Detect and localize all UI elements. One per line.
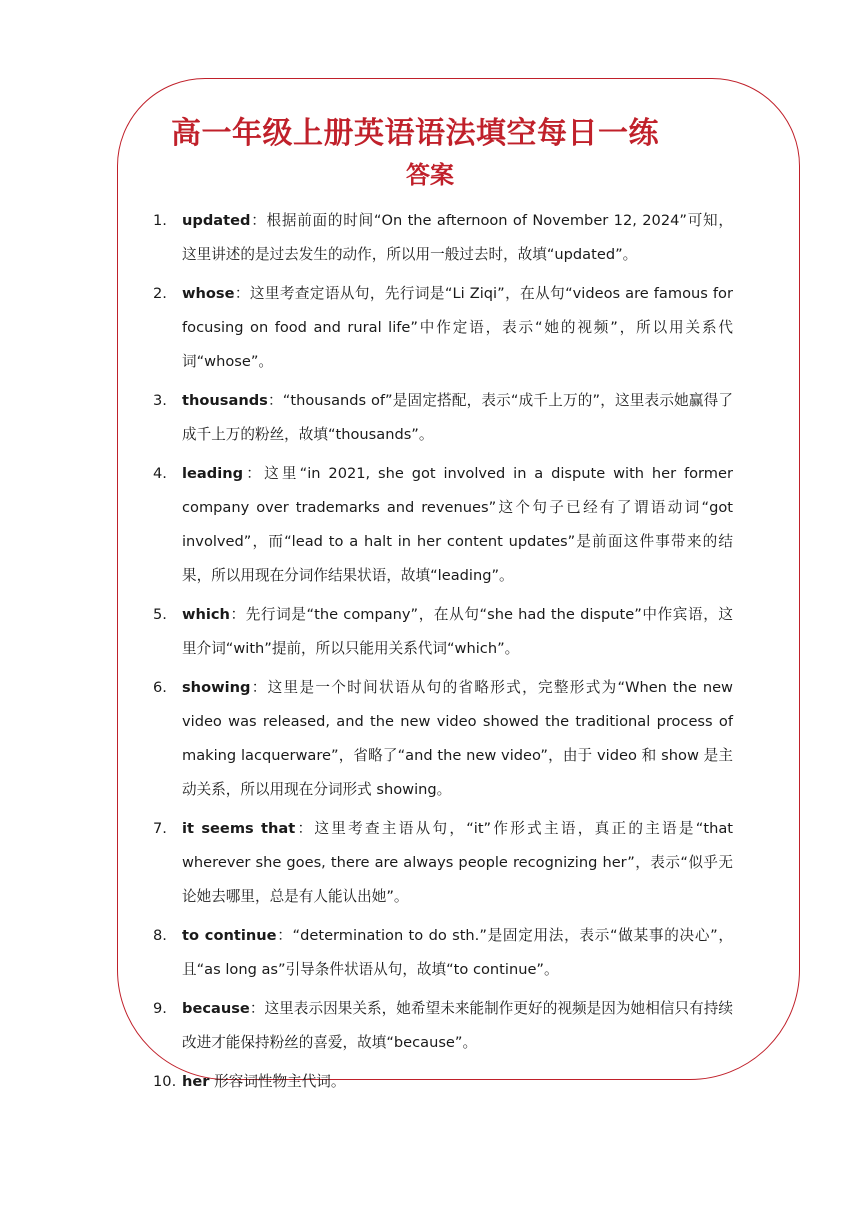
page-subtitle: 答案 [406,161,454,189]
answer-explanation: ：这里是一个时间状语从句的省略形式，完整形式为“When the new video was released, and the new video showed the traditional process of making lacquerware”，省略了“and the new video”，由于 video 和 show 是主动关系，所以用现在分词形式 showing。 [182,679,733,798]
answer-number: 6. [153,679,167,696]
answer-item-1 [153,204,733,272]
answer-item-8 [153,919,733,987]
answer-item-3 [153,384,733,452]
answer-explanation: ：这里考查主语从句，“it”作形式主语，真正的主语是“that wherever she goes, there are always people recognizing her”，表示“似乎无论她去哪里，总是有人能认出她”。 [182,820,733,905]
answer-explanation: ：这里表示因果关系，她希望未来能制作更好的视频是因为她相信只有持续改进才能保持粉丝的喜爱，故填“because”。 [182,1000,733,1051]
answer-item-2 [153,277,733,379]
answer-number: 3. [153,392,167,409]
answer-word: because [182,1000,250,1017]
answer-number: 10. [153,1073,177,1090]
answer-explanation: ：根据前面的时间“On the afternoon of November 12, 2024”可知，这里讲述的是过去发生的动作，所以用一般过去时，故填“updated”。 [182,212,733,263]
answer-item-10 [153,1065,733,1099]
answer-list [153,204,733,1104]
answer-explanation: ：这里考查定语从句，先行词是“Li Ziqi”，在从句“videos are famous for focusing on food and rural life”中作定语，表示“她的视频”，所以用关系代词“whose”。 [182,285,733,370]
answer-explanation: 形容词性物主代词。 [209,1073,346,1090]
answer-number: 9. [153,1000,167,1017]
answer-word: her [182,1073,210,1090]
page-title [0,108,860,152]
answer-word: to continue [182,927,277,944]
answer-explanation: ：“determination to do sth.”是固定用法，表示“做某事的决心”，且“as long as”引导条件状语从句，故填“to continue”。 [182,927,734,978]
answer-explanation: ：“thousands of”是固定搭配，表示“成千上万的”，这里表示她赢得了成千上万的粉丝，故填“thousands”。 [182,392,733,443]
answer-word: whose [182,285,235,302]
answer-number: 7. [153,820,167,837]
answer-number: 8. [153,927,167,944]
answer-word: thousands [182,392,268,409]
answer-explanation: ：这里“in 2021, she got involved in a dispute with her former company over trademarks and revenues”这个句子已经有了谓语动词“got involved”，而“lead to a halt in her content updates”是前面这件事带来的结果，所以用现在分词作结果状语，故填“leading”。 [182,465,733,584]
answer-explanation: ：先行词是“the company”，在从句“she had the dispute”中作宾语，这里介词“with”提前，所以只能用关系代词“which”。 [182,606,733,657]
answer-item-4 [153,457,733,593]
page-title-text: 高一年级上册英语语法填空每日一练 [171,116,659,151]
answer-number: 2. [153,285,167,302]
answer-word: which [182,606,230,623]
answer-item-6 [153,671,733,807]
answer-word: showing [182,679,251,696]
answer-item-9 [153,992,733,1060]
answer-number: 5. [153,606,167,623]
answer-number: 4. [153,465,167,482]
answer-number: 1. [153,212,167,229]
answer-item-7 [153,812,733,914]
answer-word: updated [182,212,251,229]
answer-word: it seems that [182,820,296,837]
answer-word: leading [182,465,244,482]
answer-item-5 [153,598,733,666]
